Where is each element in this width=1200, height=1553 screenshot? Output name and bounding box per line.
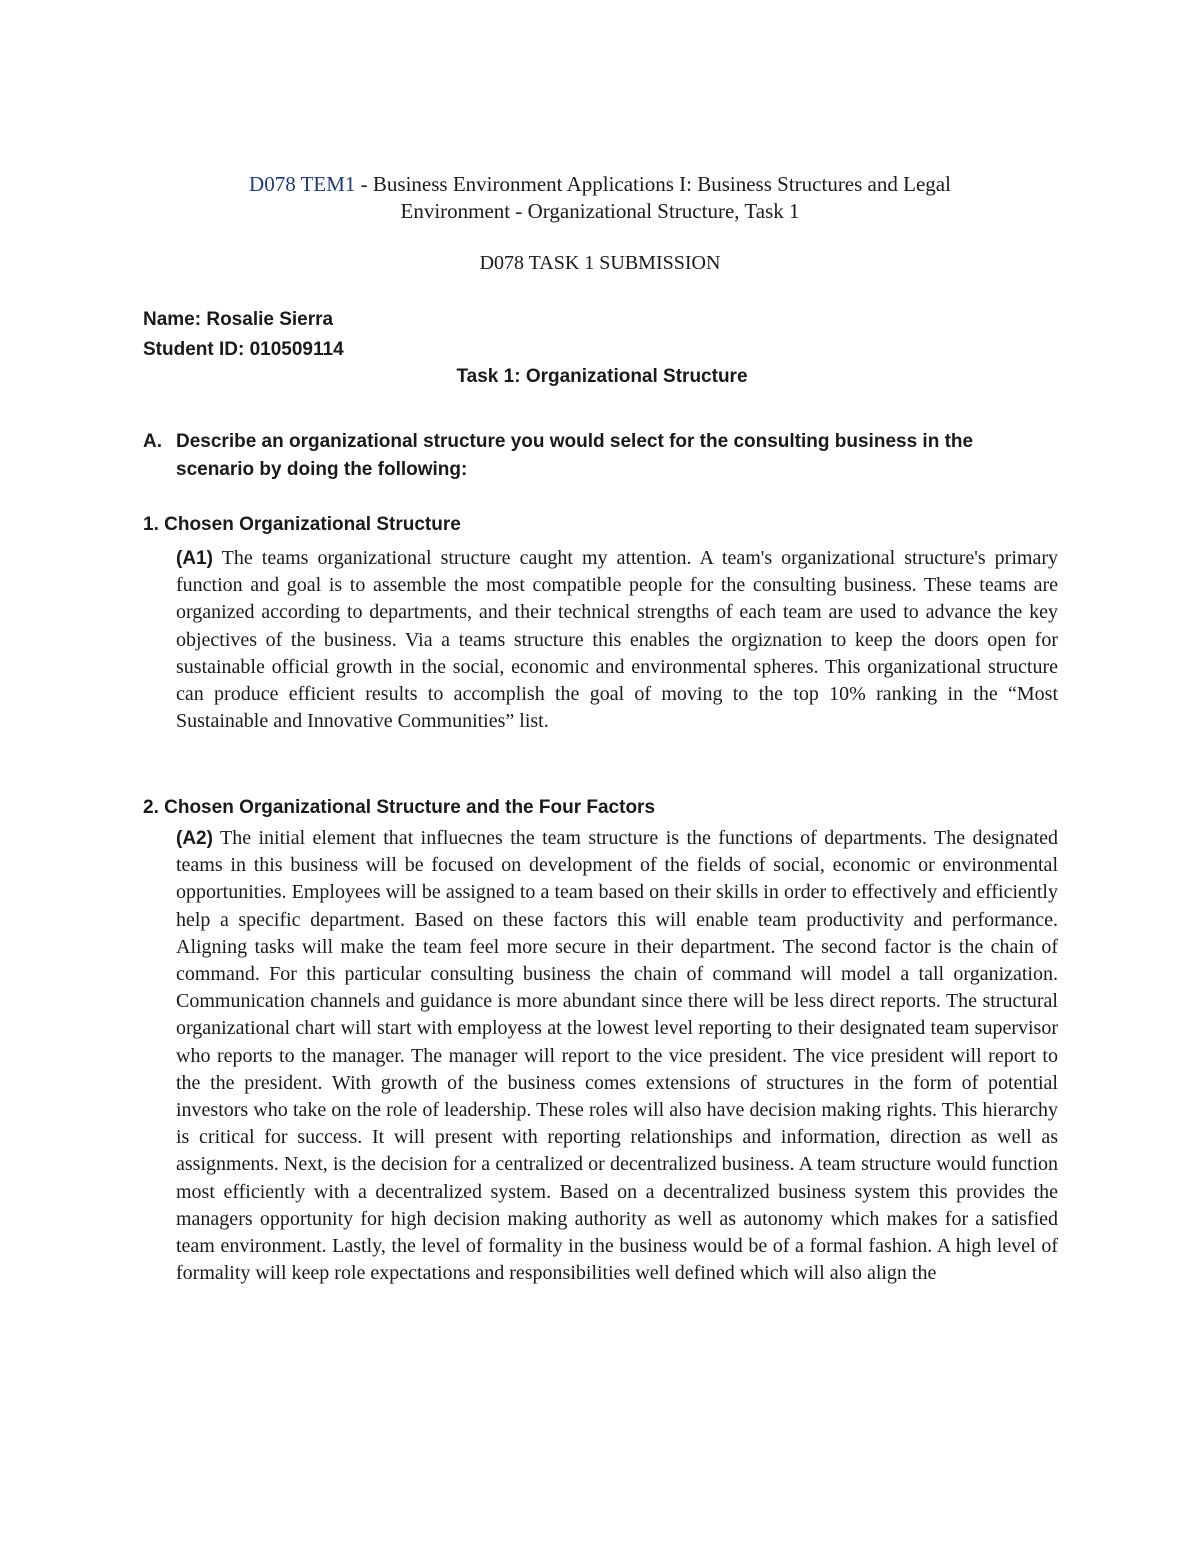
section-1-paragraph [176, 545, 1058, 735]
section-2-paragraph [176, 825, 1058, 1287]
section-1-heading: 1. Chosen Organizational Structure [143, 514, 461, 535]
student-id: Student ID: 010509114 [143, 339, 344, 360]
course-header-rest: - Business Environment Applications I: Business Structures and Legal [355, 172, 951, 196]
submission-title: D078 TASK 1 SUBMISSION [479, 252, 721, 274]
section-1-body: The teams organizational structure caught my attention. A team's organizational structure's primary function and goal is to assemble the most compatible people for the consulting business. These teams are organized according to departments, and their technical strengths of each team are used to advance the key objectives of the business. Via a teams structure this enables the orgiznation to keep the doors open for sustainable official growth in the social, economic and environmental spheres. This organizational structure can produce efficient results to accomplish the goal of moving to the top 10% ranking in the “Most Sustainable and Innovative Communities” list. [176, 547, 1058, 733]
course-header-line-2: Environment - Organizational Structure, Task 1 [400, 199, 800, 223]
course-header-line-1 [0, 171, 1200, 198]
course-code: D078 TEM1 [249, 172, 356, 196]
section-1-tag: (A1) [176, 548, 213, 569]
section-2-heading: 2. Chosen Organizational Structure and the Four Factors [143, 797, 656, 818]
section-2-tag: (A2) [176, 828, 213, 849]
task-title: Task 1: Organizational Structure [456, 366, 748, 387]
section-a-text: Describe an organizational structure you would select for the consulting business in the scenario by doing the following: [176, 431, 974, 480]
student-name: Name: Rosalie Sierra [143, 309, 334, 330]
section-2-body: The initial element that influecnes the team structure is the functions of departments. The designated teams in this business will be focused on development of the fields of social, economic or environmental opportunities. Employees will be assigned to a team based on their skills in order to effectively and efficiently help a specific department. Based on these factors this will enable team productivity and performance. Aligning tasks will make the team feel more secure in their department. The second factor is the chain of command. For this particular consulting business the chain of command will model a tall organization. Communication channels and guidance is more abundant since there will be less direct reports. The structural organizational chart will start with employess at the lowest level reporting to their designated team supervisor who reports to the manager. The manager will report to the vice president. The vice president will report to the the president. With growth of the business comes extensions of structures in the form of potential investors who take on the role of leadership. These roles will also have decision making rights. This hierarchy is critical for success. It will present with reporting relationships and information, direction as well as assignments. Next, is the decision for a centralized or decentralized business. A team structure would function most efficiently with a decentralized system. Based on a decentralized business system this provides the managers opportunity for high decision making authority as well as autonomy which makes for a satisfied team environment. Lastly, the level of formality in the business would be of a formal fashion. A high level of formality will keep role expectations and responsibilities well defined which will also align the [176, 827, 1058, 1285]
section-a-marker: A. [143, 431, 162, 452]
